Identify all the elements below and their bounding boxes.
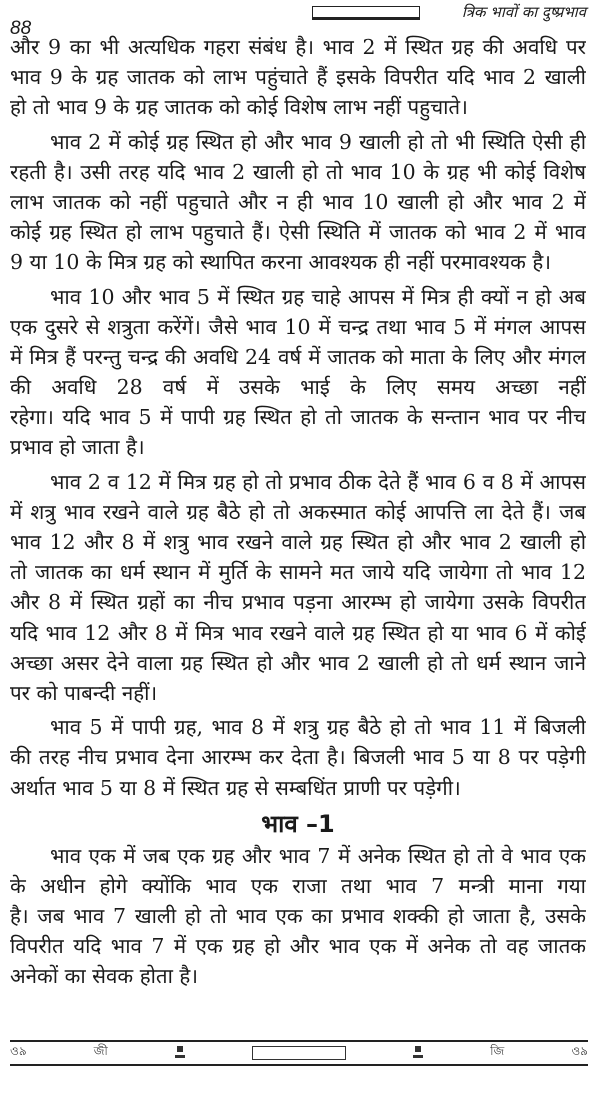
- text-line: और 9 का भी अत्यधिक गहरा संबंध है। भाव 2 में स्थित ग्रह की अवधि पर: [10, 35, 586, 59]
- text-line: में शत्रु भाव रखने वाले ग्रह बैठे हो तो अकस्मात कोई आपत्ति ला देते हैं। जब: [10, 499, 586, 524]
- page-body: [10, 32, 586, 996]
- footer-right-glyph: জি: [490, 1044, 505, 1058]
- text-line: लाभ जातक को नहीं पहुचाते और न ही भाव 10 खाली हो और भाव 2 में: [10, 189, 586, 214]
- text-line: भाव एक में जब एक ग्रह और भाव 7 में अनेक स्थित हो तो वे भाव एक: [50, 843, 586, 868]
- header-ornament-box: [312, 6, 420, 20]
- text-line: के अधीन होगे क्योंकि भाव एक राजा तथा भाव 7 मन्त्री माना गया: [10, 873, 586, 898]
- text-line: हो तो भाव 9 के ग्रह जातक को कोई विशेष लाभ नहीं पहुचाते।: [10, 95, 468, 120]
- text-line: अच्छा असर देने वाला ग्रह स्थित हो और भाव 2 खाली हो तो धर्म स्थान जाने: [10, 650, 586, 675]
- text-line: कोई ग्रह स्थित हो लाभ पहुचाते हैं। ऐसी स्थिति में जातक को भाव 2 में भाव: [10, 220, 586, 245]
- text-line: में मित्र हैं परन्तु चन्द्र की अवधि 24 वर्ष में जातक को माता के लिए और मंगल: [10, 344, 586, 369]
- page-footer: [10, 1040, 588, 1066]
- page-number: 88: [10, 18, 32, 39]
- text-line: तो जातक का धर्म स्थान में मुर्ति के सामने मत जाये यदि जायेगा तो भाव 12: [10, 560, 586, 585]
- text-line: 9 या 10 के मित्र ग्रह को स्थापित करना आवश्यक ही नहीं परमावश्यक है।: [10, 250, 552, 275]
- text-line: विपरीत यदि भाव 7 में एक ग्रह हो और भाव एक में अनेक तो वह जातक: [10, 934, 586, 959]
- text-line: भाव 9 के ग्रह जातक को लाभ पहुंचाते हैं इसके विपरीत यदि भाव 2 खाली: [10, 65, 586, 90]
- paragraph: [10, 127, 586, 278]
- text-line: भाव 10 और भाव 5 में स्थित ग्रह चाहे आपस में मित्र ही क्यों न हो अब: [50, 284, 586, 309]
- text-line: रहती है। उसी तरह यदि भाव 2 खाली हो तो भाव 10 के ग्रह भी कोई विशेष: [10, 159, 586, 184]
- footer-ornament-box: [252, 1046, 346, 1060]
- text-line: की अवधि 28 वर्ष में उसके भाई के लिए समय अच्छा नहीं: [10, 375, 586, 400]
- text-line: है। जब भाव 7 खाली हो तो भाव एक का प्रभाव शक्की हो जाता है, उसके: [10, 904, 586, 929]
- text-line: अनेकों का सेवक होता है।: [10, 964, 199, 989]
- footer-left-mark: ও৯: [10, 1044, 27, 1058]
- text-line: रहेगा। यदि भाव 5 में पापी ग्रह स्थित हो तो जातक के सन्तान भाव पर नीच: [10, 405, 586, 430]
- text-line: भाव 2 व 12 में मित्र ग्रह हो तो प्रभाव ठीक देते हैं भाव 6 व 8 में आपस: [50, 469, 586, 494]
- paragraphs: [10, 32, 586, 803]
- text-line: और 8 में स्थित ग्रहों का नीच प्रभाव पड़ना आरम्भ हो जायेगा उसके विपरीत: [10, 590, 586, 615]
- text-line: पर को पाबन्दी नहीं।: [10, 680, 158, 705]
- ornament-icon: [413, 1046, 423, 1060]
- text-line: एक दुसरे से शत्रुता करेंगें। जैसे भाव 10 में चन्द्र तथा भाव 5 में मंगल आपस: [10, 314, 586, 339]
- text-line: भाव 12 और 8 में शत्रु भाव रखने वाले ग्रह स्थित हो और भाव 2 खाली हो: [10, 530, 586, 554]
- running-title: त्रिक भावों का दुष्प्रभाव: [461, 3, 586, 21]
- text-line: भाव 5 में पापी ग्रह, भाव 8 में शत्रु ग्रह बैठे हो तो भाव 11 में बिजली: [50, 715, 586, 740]
- paragraph: [10, 467, 586, 709]
- section-paragraphs: [10, 841, 586, 992]
- text-line: प्रभाव हो जाता है।: [10, 435, 145, 460]
- section-heading: भाव –1: [261, 809, 335, 838]
- paragraph: [10, 282, 586, 463]
- ornament-icon: [175, 1046, 185, 1060]
- footer-right-mark: ও৯: [571, 1044, 588, 1058]
- text-line: भाव 2 में कोई ग्रह स्थित हो और भाव 9 खाली हो तो भी स्थिति ऐसी ही: [50, 129, 586, 154]
- paragraph: [10, 32, 586, 123]
- text-line: की तरह नीच प्रभाव देना आरम्भ कर देता है। बिजली भाव 5 या 8 पर पड़ेगी: [10, 745, 586, 770]
- paragraph: [10, 841, 586, 992]
- text-line: अर्थात भाव 5 या 8 में स्थित ग्रह से सम्बधिंत प्राणी पर पड़ेगी।: [10, 775, 461, 800]
- paragraph: [10, 712, 586, 803]
- footer-left-glyph: জী: [93, 1044, 108, 1058]
- text-line: यदि भाव 12 और 8 में मित्र भाव रखने वाले ग्रह स्थित हो या भाव 6 में कोई: [10, 620, 586, 645]
